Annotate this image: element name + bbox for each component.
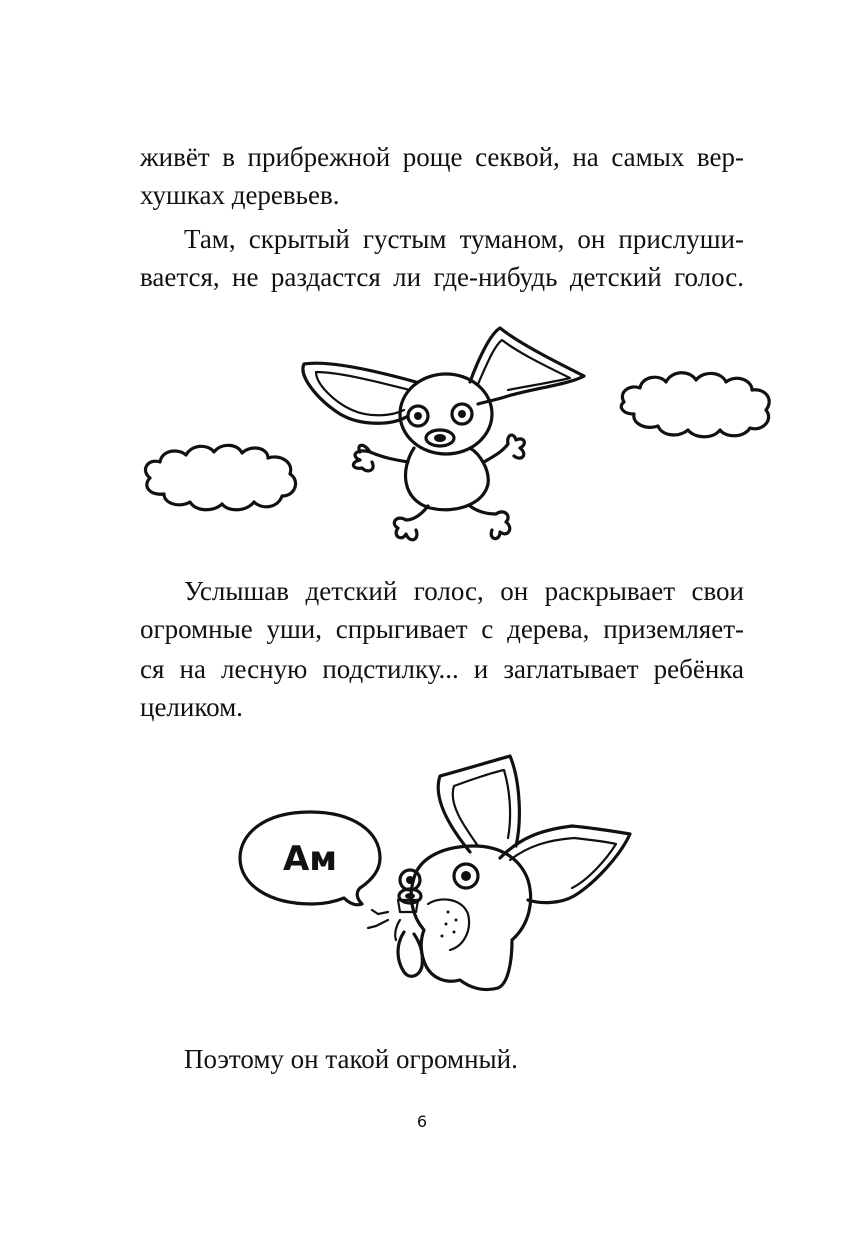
- paragraph-2-line-1: Там, скрытый густым туманом, он прислуши-: [184, 224, 744, 254]
- paragraph-4-line-1: Поэтому он такой огромный.: [184, 1044, 518, 1074]
- paragraph-3-line-4: целиком.: [140, 692, 243, 722]
- speech-bubble-text: Ам: [282, 839, 338, 879]
- paragraph-3-line-3: ся на лесную подстилку... и заглатывает ребёнка: [140, 654, 744, 684]
- creature-head-large: [411, 846, 530, 990]
- paragraph-3-line-1: Услышав детский голос, он раскрывает свои: [184, 576, 744, 606]
- paragraph-3-line-2: огромные уши, спрыгивает с дерева, приземляет-: [140, 614, 744, 644]
- paragraph-1-line-2: хушках деревьев.: [140, 180, 340, 210]
- paragraph-1-line-1: живёт в прибрежной роще секвой, на самых вер-: [140, 142, 744, 172]
- paragraph-2-line-2: вается, не раздастся ли где-нибудь детский голос.: [140, 262, 744, 292]
- page-number: 6: [416, 1112, 428, 1131]
